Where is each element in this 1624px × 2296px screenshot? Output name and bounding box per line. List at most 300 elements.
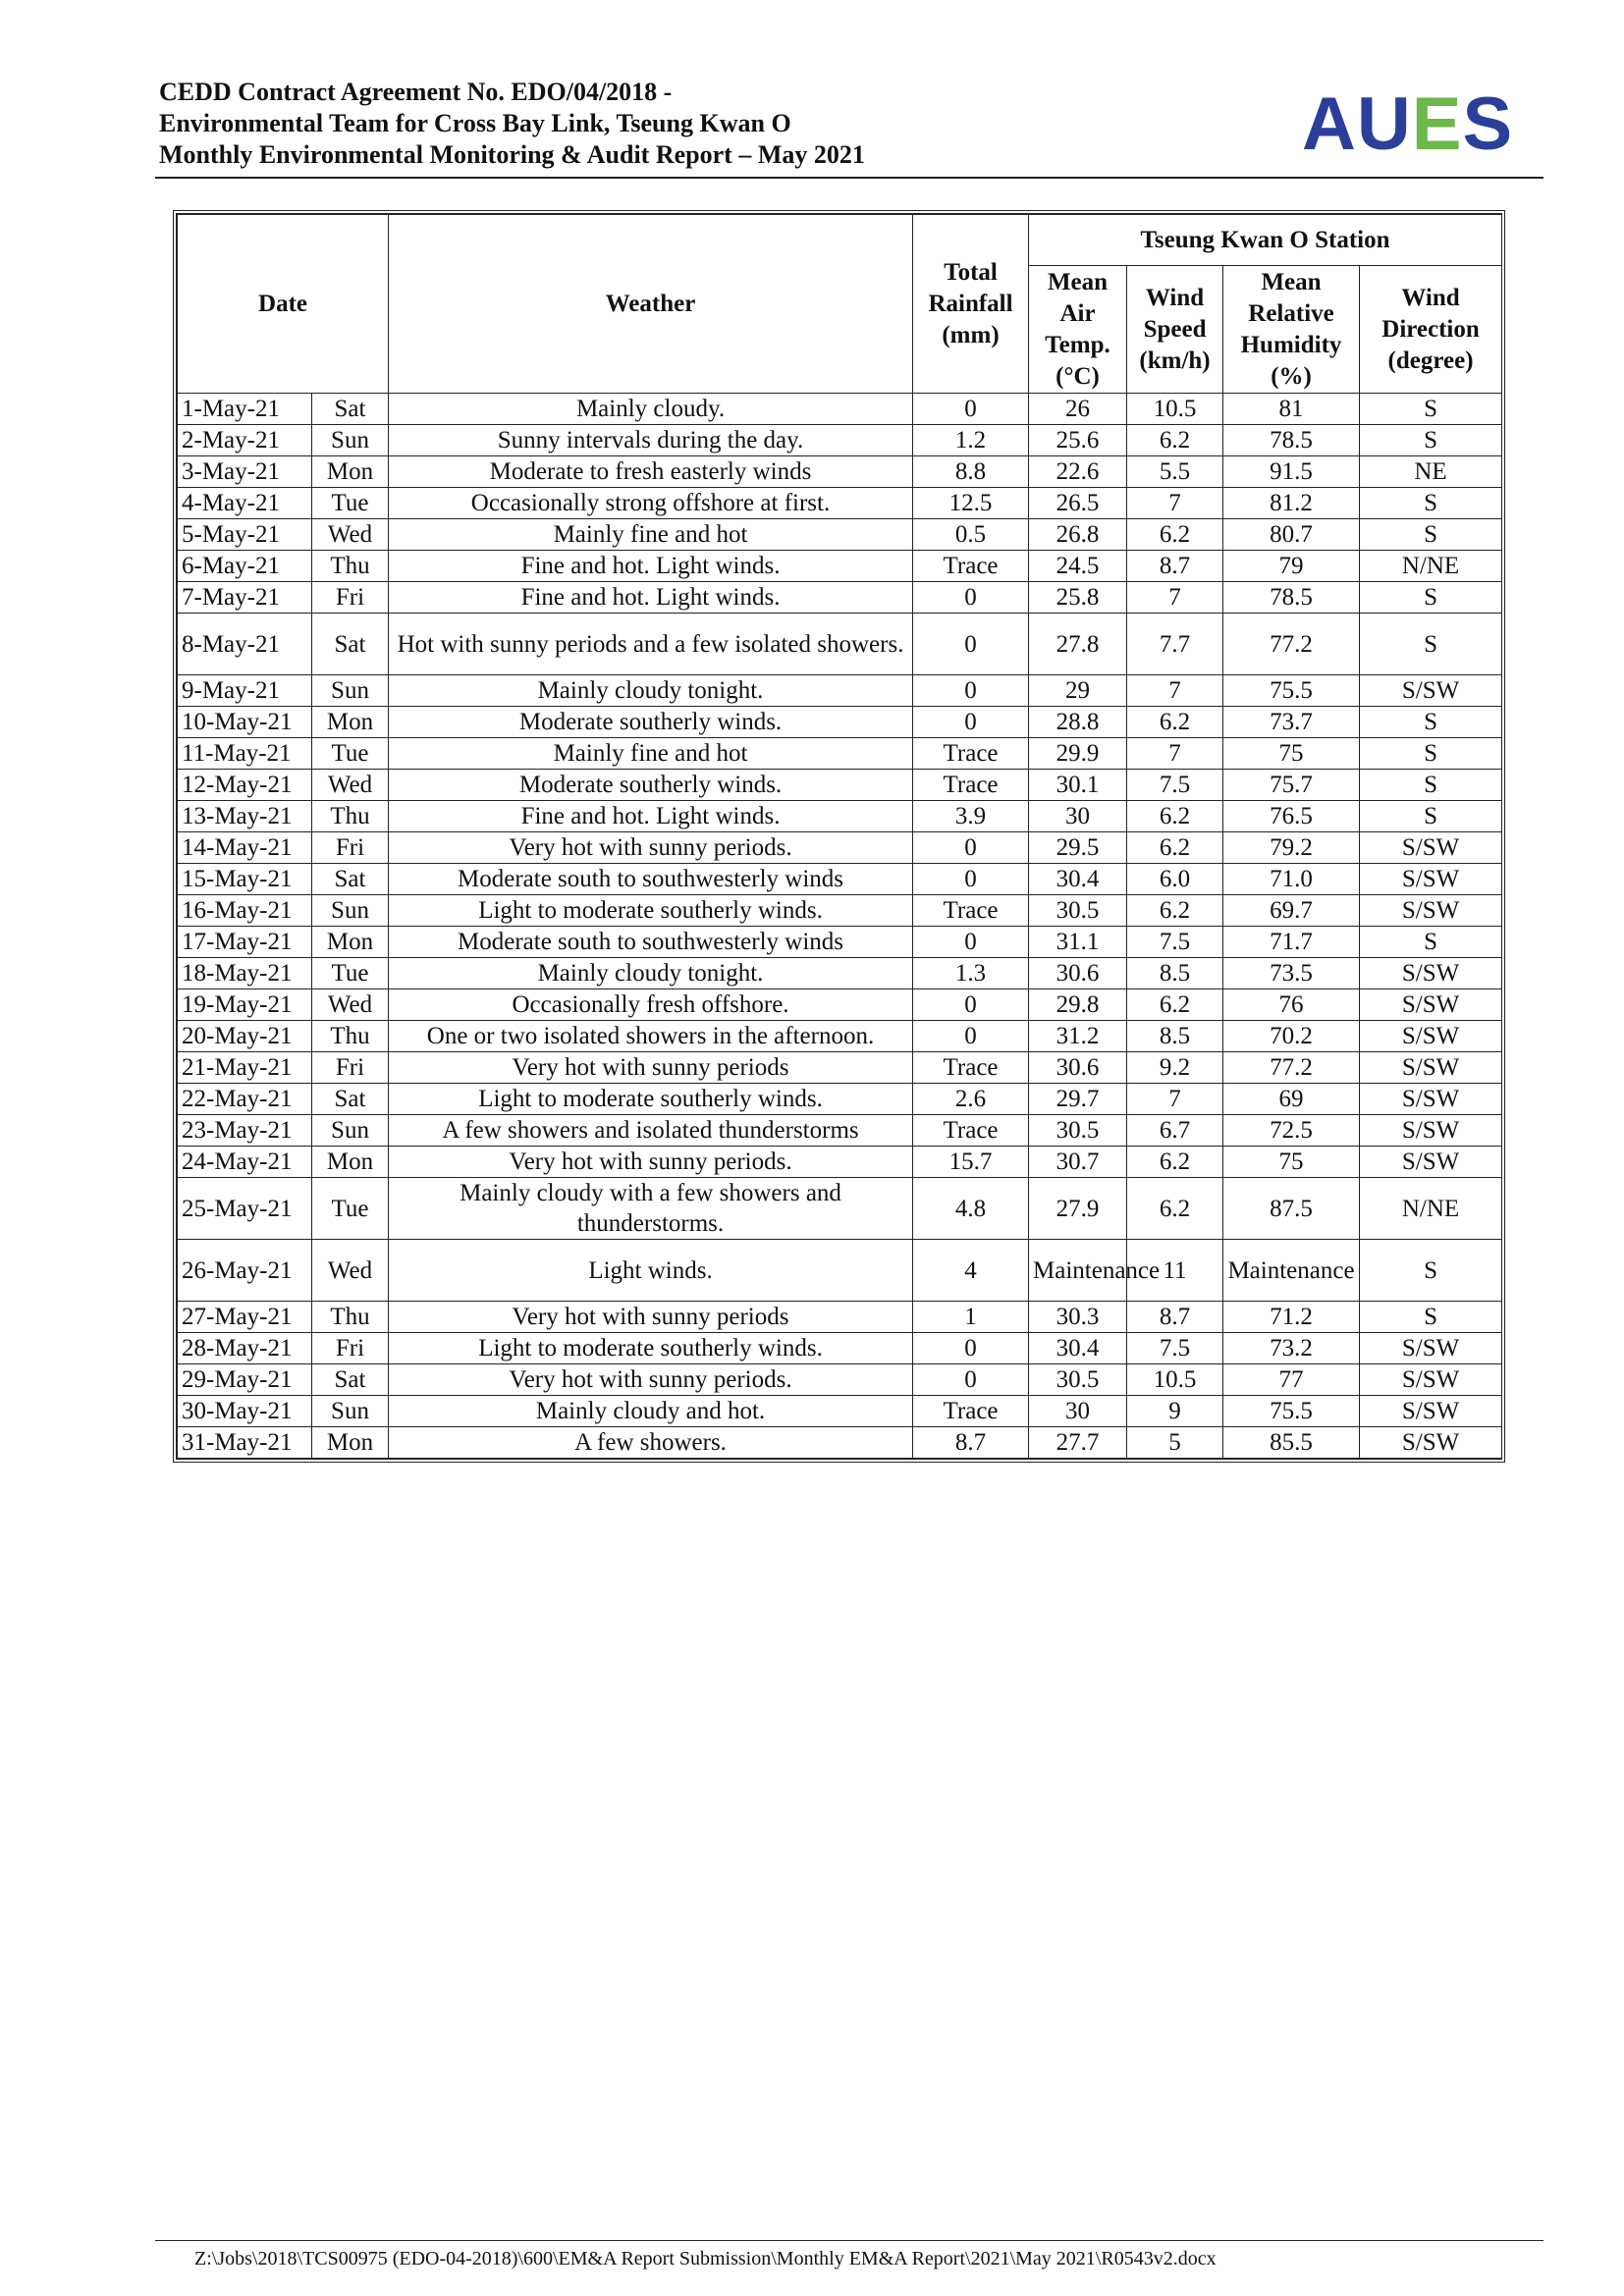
cell-temp: Maintenance <box>1029 1240 1127 1302</box>
cell-wind-speed: 5 <box>1127 1427 1223 1459</box>
cell-humidity: 75 <box>1223 738 1360 770</box>
cell-date: 6-May-21 <box>178 551 312 582</box>
cell-rainfall: Trace <box>913 1396 1029 1427</box>
header-wind-speed: Wind Speed (km/h) <box>1127 266 1223 394</box>
cell-date: 7-May-21 <box>178 582 312 614</box>
cell-wind-direction: S/SW <box>1360 1396 1502 1427</box>
cell-wind-direction: S <box>1360 425 1502 456</box>
cell-wind-speed: 9 <box>1127 1396 1223 1427</box>
cell-humidity: 76 <box>1223 989 1360 1021</box>
cell-wind-direction: S/SW <box>1360 958 1502 989</box>
cell-rainfall: 4 <box>913 1240 1029 1302</box>
header-report-line: Monthly Environmental Monitoring & Audit Report – May 2021 <box>159 140 865 169</box>
cell-wind-speed: 6.2 <box>1127 1178 1223 1240</box>
cell-wind-direction: S <box>1360 394 1502 425</box>
cell-date: 18-May-21 <box>178 958 312 989</box>
cell-wind-direction: S/SW <box>1360 864 1502 895</box>
table-row <box>178 738 1502 770</box>
cell-weather: Occasionally strong offshore at first. <box>389 488 913 519</box>
cell-day: Tue <box>312 738 389 770</box>
cell-wind-speed: 11 <box>1127 1240 1223 1302</box>
cell-humidity: 75 <box>1223 1147 1360 1178</box>
table-row <box>178 958 1502 989</box>
cell-wind-direction: S/SW <box>1360 675 1502 707</box>
cell-day: Wed <box>312 989 389 1021</box>
cell-day: Fri <box>312 832 389 864</box>
cell-temp: 26.8 <box>1029 519 1127 551</box>
cell-wind-direction: S/SW <box>1360 895 1502 927</box>
cell-humidity: 72.5 <box>1223 1115 1360 1147</box>
footer-file-path: Z:\Jobs\2018\TCS00975 (EDO-04-2018)\600\EM&A Report Submission\Monthly EM&A Report\2021\May 2021\R0543v2.docx <box>194 2248 1217 2269</box>
table-row <box>178 770 1502 801</box>
cell-date: 22-May-21 <box>178 1084 312 1115</box>
cell-day: Sat <box>312 394 389 425</box>
cell-day: Tue <box>312 958 389 989</box>
cell-humidity: 77.2 <box>1223 614 1360 675</box>
cell-date: 20-May-21 <box>178 1021 312 1052</box>
cell-weather: Moderate southerly winds. <box>389 770 913 801</box>
cell-wind-speed: 6.2 <box>1127 832 1223 864</box>
table-row <box>178 1178 1502 1240</box>
cell-date: 14-May-21 <box>178 832 312 864</box>
cell-day: Sun <box>312 425 389 456</box>
cell-temp: 27.9 <box>1029 1178 1127 1240</box>
cell-date: 8-May-21 <box>178 614 312 675</box>
cell-weather: Very hot with sunny periods <box>389 1052 913 1084</box>
cell-weather: Mainly cloudy with a few showers and thunderstorms. <box>389 1178 913 1240</box>
cell-wind-speed: 7.7 <box>1127 614 1223 675</box>
cell-humidity: 79 <box>1223 551 1360 582</box>
cell-day: Sun <box>312 1396 389 1427</box>
cell-day: Mon <box>312 927 389 958</box>
cell-humidity: 80.7 <box>1223 519 1360 551</box>
header-station: Tseung Kwan O Station <box>1029 215 1502 266</box>
cell-weather: Fine and hot. Light winds. <box>389 801 913 832</box>
cell-temp: 27.7 <box>1029 1427 1127 1459</box>
cell-rainfall: 8.7 <box>913 1427 1029 1459</box>
cell-date: 26-May-21 <box>178 1240 312 1302</box>
cell-wind-direction: S <box>1360 1302 1502 1333</box>
cell-rainfall: Trace <box>913 1052 1029 1084</box>
cell-wind-direction: S <box>1360 519 1502 551</box>
table-row <box>178 425 1502 456</box>
cell-humidity: 71.0 <box>1223 864 1360 895</box>
table-row <box>178 1427 1502 1459</box>
cell-temp: 30.4 <box>1029 864 1127 895</box>
cell-wind-speed: 6.7 <box>1127 1115 1223 1147</box>
cell-date: 15-May-21 <box>178 864 312 895</box>
cell-wind-direction: S <box>1360 770 1502 801</box>
table-row <box>178 832 1502 864</box>
cell-weather: Moderate southerly winds. <box>389 707 913 738</box>
cell-date: 19-May-21 <box>178 989 312 1021</box>
cell-wind-speed: 6.2 <box>1127 895 1223 927</box>
cell-rainfall: 0 <box>913 707 1029 738</box>
cell-day: Sat <box>312 1084 389 1115</box>
cell-date: 1-May-21 <box>178 394 312 425</box>
cell-temp: 22.6 <box>1029 456 1127 488</box>
cell-weather: Occasionally fresh offshore. <box>389 989 913 1021</box>
cell-wind-speed: 6.0 <box>1127 864 1223 895</box>
cell-weather: Fine and hot. Light winds. <box>389 551 913 582</box>
cell-date: 16-May-21 <box>178 895 312 927</box>
cell-wind-direction: NE <box>1360 456 1502 488</box>
table-row <box>178 1147 1502 1178</box>
table-row <box>178 895 1502 927</box>
table-row <box>178 614 1502 675</box>
table-row <box>178 989 1502 1021</box>
cell-weather: One or two isolated showers in the afternoon. <box>389 1021 913 1052</box>
cell-date: 5-May-21 <box>178 519 312 551</box>
cell-humidity: 77 <box>1223 1364 1360 1396</box>
cell-humidity: 79.2 <box>1223 832 1360 864</box>
cell-date: 2-May-21 <box>178 425 312 456</box>
table-row <box>178 1052 1502 1084</box>
cell-wind-speed: 5.5 <box>1127 456 1223 488</box>
cell-date: 24-May-21 <box>178 1147 312 1178</box>
cell-wind-direction: S/SW <box>1360 989 1502 1021</box>
cell-wind-direction: S/SW <box>1360 1427 1502 1459</box>
cell-rainfall: 3.9 <box>913 801 1029 832</box>
cell-weather: Mainly fine and hot <box>389 738 913 770</box>
cell-temp: 29.9 <box>1029 738 1127 770</box>
cell-wind-speed: 7 <box>1127 1084 1223 1115</box>
cell-wind-direction: S/SW <box>1360 832 1502 864</box>
cell-humidity: 91.5 <box>1223 456 1360 488</box>
cell-temp: 29.7 <box>1029 1084 1127 1115</box>
cell-wind-direction: S/SW <box>1360 1084 1502 1115</box>
cell-wind-direction: S <box>1360 614 1502 675</box>
table-row <box>178 551 1502 582</box>
table-row <box>178 707 1502 738</box>
cell-date: 4-May-21 <box>178 488 312 519</box>
cell-weather: Very hot with sunny periods <box>389 1302 913 1333</box>
cell-day: Mon <box>312 1427 389 1459</box>
cell-weather: Mainly cloudy and hot. <box>389 1396 913 1427</box>
cell-rainfall: 4.8 <box>913 1178 1029 1240</box>
cell-wind-speed: 6.2 <box>1127 425 1223 456</box>
cell-humidity: 81 <box>1223 394 1360 425</box>
cell-day: Thu <box>312 1302 389 1333</box>
cell-date: 9-May-21 <box>178 675 312 707</box>
footer-divider <box>155 2240 1543 2241</box>
cell-weather: Light winds. <box>389 1240 913 1302</box>
cell-date: 17-May-21 <box>178 927 312 958</box>
cell-wind-speed: 8.5 <box>1127 958 1223 989</box>
cell-date: 13-May-21 <box>178 801 312 832</box>
cell-temp: 25.8 <box>1029 582 1127 614</box>
cell-day: Sun <box>312 675 389 707</box>
table-header <box>178 215 1502 394</box>
cell-rainfall: 0 <box>913 832 1029 864</box>
cell-weather: Light to moderate southerly winds. <box>389 895 913 927</box>
cell-rainfall: 0 <box>913 864 1029 895</box>
cell-humidity: 71.2 <box>1223 1302 1360 1333</box>
header-divider <box>155 177 1543 179</box>
cell-wind-speed: 7.5 <box>1127 770 1223 801</box>
table-row <box>178 864 1502 895</box>
cell-day: Mon <box>312 456 389 488</box>
header-contract-line: CEDD Contract Agreement No. EDO/04/2018 - <box>159 78 673 106</box>
table-row <box>178 1115 1502 1147</box>
cell-humidity: 73.7 <box>1223 707 1360 738</box>
cell-rainfall: 0 <box>913 1021 1029 1052</box>
cell-rainfall: Trace <box>913 895 1029 927</box>
cell-temp: 31.2 <box>1029 1021 1127 1052</box>
cell-weather: A few showers and isolated thunderstorms <box>389 1115 913 1147</box>
cell-temp: 30.5 <box>1029 895 1127 927</box>
cell-wind-direction: S/SW <box>1360 1021 1502 1052</box>
cell-day: Sat <box>312 1364 389 1396</box>
cell-temp: 25.6 <box>1029 425 1127 456</box>
cell-humidity: 87.5 <box>1223 1178 1360 1240</box>
cell-date: 31-May-21 <box>178 1427 312 1459</box>
cell-day: Fri <box>312 582 389 614</box>
table-row <box>178 456 1502 488</box>
cell-wind-speed: 8.7 <box>1127 551 1223 582</box>
cell-wind-speed: 6.2 <box>1127 707 1223 738</box>
cell-date: 27-May-21 <box>178 1302 312 1333</box>
cell-weather: Moderate south to southwesterly winds <box>389 864 913 895</box>
cell-day: Sun <box>312 895 389 927</box>
table-row <box>178 1396 1502 1427</box>
cell-temp: 30.6 <box>1029 1052 1127 1084</box>
cell-weather: Very hot with sunny periods. <box>389 1147 913 1178</box>
cell-humidity: 75.5 <box>1223 1396 1360 1427</box>
cell-wind-direction: S/SW <box>1360 1115 1502 1147</box>
cell-humidity: 69 <box>1223 1084 1360 1115</box>
cell-rainfall: 1.3 <box>913 958 1029 989</box>
cell-day: Tue <box>312 1178 389 1240</box>
cell-rainfall: 0 <box>913 675 1029 707</box>
cell-wind-direction: S <box>1360 927 1502 958</box>
cell-day: Thu <box>312 1021 389 1052</box>
cell-wind-direction: S/SW <box>1360 1147 1502 1178</box>
cell-rainfall: 0 <box>913 1333 1029 1364</box>
cell-weather: Moderate south to southwesterly winds <box>389 927 913 958</box>
cell-weather: Mainly fine and hot <box>389 519 913 551</box>
cell-rainfall: 0 <box>913 582 1029 614</box>
cell-humidity: 75.7 <box>1223 770 1360 801</box>
cell-temp: 30.1 <box>1029 770 1127 801</box>
cell-rainfall: 0 <box>913 1364 1029 1396</box>
cell-humidity: 71.7 <box>1223 927 1360 958</box>
cell-weather: Light to moderate southerly winds. <box>389 1084 913 1115</box>
cell-wind-speed: 7 <box>1127 675 1223 707</box>
cell-day: Fri <box>312 1052 389 1084</box>
cell-humidity: 81.2 <box>1223 488 1360 519</box>
cell-weather: Mainly cloudy. <box>389 394 913 425</box>
cell-weather: Mainly cloudy tonight. <box>389 675 913 707</box>
cell-humidity: 77.2 <box>1223 1052 1360 1084</box>
cell-temp: 29.8 <box>1029 989 1127 1021</box>
cell-rainfall: 0 <box>913 927 1029 958</box>
cell-weather: Fine and hot. Light winds. <box>389 582 913 614</box>
cell-wind-speed: 7 <box>1127 582 1223 614</box>
table-row <box>178 1240 1502 1302</box>
cell-date: 3-May-21 <box>178 456 312 488</box>
cell-temp: 30.3 <box>1029 1302 1127 1333</box>
cell-temp: 30.5 <box>1029 1364 1127 1396</box>
header-humidity: Mean Relative Humidity (%) <box>1223 266 1360 394</box>
cell-rainfall: Trace <box>913 738 1029 770</box>
cell-rainfall: 0 <box>913 394 1029 425</box>
cell-weather: Light to moderate southerly winds. <box>389 1333 913 1364</box>
header-temp: Mean Air Temp. (°C) <box>1029 266 1127 394</box>
cell-date: 29-May-21 <box>178 1364 312 1396</box>
cell-humidity: 76.5 <box>1223 801 1360 832</box>
cell-humidity: 85.5 <box>1223 1427 1360 1459</box>
cell-wind-direction: S <box>1360 707 1502 738</box>
cell-wind-speed: 6.2 <box>1127 519 1223 551</box>
table-row <box>178 1021 1502 1052</box>
cell-temp: 28.8 <box>1029 707 1127 738</box>
table-row <box>178 394 1502 425</box>
cell-humidity: 75.5 <box>1223 675 1360 707</box>
cell-wind-direction: N/NE <box>1360 551 1502 582</box>
cell-temp: 27.8 <box>1029 614 1127 675</box>
cell-wind-speed: 9.2 <box>1127 1052 1223 1084</box>
cell-weather: Mainly cloudy tonight. <box>389 958 913 989</box>
cell-date: 12-May-21 <box>178 770 312 801</box>
cell-rainfall: Trace <box>913 770 1029 801</box>
cell-wind-direction: S <box>1360 1240 1502 1302</box>
cell-wind-speed: 6.2 <box>1127 989 1223 1021</box>
cell-wind-speed: 10.5 <box>1127 394 1223 425</box>
table-row <box>178 488 1502 519</box>
cell-humidity: 78.5 <box>1223 582 1360 614</box>
cell-temp: 30 <box>1029 801 1127 832</box>
cell-wind-speed: 6.2 <box>1127 801 1223 832</box>
cell-wind-speed: 7.5 <box>1127 1333 1223 1364</box>
header-wind-direction: Wind Direction (degree) <box>1360 266 1502 394</box>
cell-date: 28-May-21 <box>178 1333 312 1364</box>
cell-rainfall: 8.8 <box>913 456 1029 488</box>
cell-rainfall: 0 <box>913 989 1029 1021</box>
cell-humidity: 73.5 <box>1223 958 1360 989</box>
cell-date: 11-May-21 <box>178 738 312 770</box>
cell-wind-speed: 10.5 <box>1127 1364 1223 1396</box>
cell-rainfall: Trace <box>913 1115 1029 1147</box>
table-row <box>178 1333 1502 1364</box>
cell-temp: 30.7 <box>1029 1147 1127 1178</box>
cell-day: Sat <box>312 614 389 675</box>
cell-weather: Moderate to fresh easterly winds <box>389 456 913 488</box>
cell-rainfall: 2.6 <box>913 1084 1029 1115</box>
cell-wind-direction: S <box>1360 738 1502 770</box>
table-row <box>178 1364 1502 1396</box>
logo-part-e: E <box>1411 82 1463 166</box>
logo-part-s: S <box>1462 82 1514 166</box>
cell-rainfall: 0 <box>913 614 1029 675</box>
cell-rainfall: 1 <box>913 1302 1029 1333</box>
cell-wind-direction: S <box>1360 801 1502 832</box>
table-row <box>178 927 1502 958</box>
cell-wind-speed: 8.7 <box>1127 1302 1223 1333</box>
cell-humidity: 70.2 <box>1223 1021 1360 1052</box>
cell-day: Thu <box>312 551 389 582</box>
cell-weather: Hot with sunny periods and a few isolated showers. <box>389 614 913 675</box>
cell-wind-direction: S <box>1360 582 1502 614</box>
cell-weather: Very hot with sunny periods. <box>389 1364 913 1396</box>
cell-day: Tue <box>312 488 389 519</box>
cell-day: Fri <box>312 1333 389 1364</box>
cell-temp: 30.4 <box>1029 1333 1127 1364</box>
cell-wind-direction: S/SW <box>1360 1052 1502 1084</box>
cell-day: Sat <box>312 864 389 895</box>
cell-day: Mon <box>312 707 389 738</box>
cell-temp: 29 <box>1029 675 1127 707</box>
table-body <box>178 394 1502 1459</box>
header-weather: Weather <box>389 215 913 394</box>
cell-temp: 26 <box>1029 394 1127 425</box>
table-row <box>178 582 1502 614</box>
header-team-line: Environmental Team for Cross Bay Link, Tseung Kwan O <box>159 109 791 137</box>
cell-humidity: 69.7 <box>1223 895 1360 927</box>
cell-wind-speed: 7.5 <box>1127 927 1223 958</box>
cell-date: 10-May-21 <box>178 707 312 738</box>
cell-rainfall: 1.2 <box>913 425 1029 456</box>
cell-humidity: 73.2 <box>1223 1333 1360 1364</box>
cell-rainfall: 0.5 <box>913 519 1029 551</box>
header-date: Date <box>178 215 389 394</box>
cell-weather: Sunny intervals during the day. <box>389 425 913 456</box>
cell-day: Wed <box>312 1240 389 1302</box>
header-rainfall: Total Rainfall (mm) <box>913 215 1029 394</box>
table-row <box>178 519 1502 551</box>
weather-table <box>177 214 1502 1459</box>
cell-rainfall: 12.5 <box>913 488 1029 519</box>
cell-date: 23-May-21 <box>178 1115 312 1147</box>
cell-date: 25-May-21 <box>178 1178 312 1240</box>
cell-temp: 30.5 <box>1029 1115 1127 1147</box>
cell-wind-speed: 6.2 <box>1127 1147 1223 1178</box>
cell-temp: 29.5 <box>1029 832 1127 864</box>
cell-wind-speed: 7 <box>1127 738 1223 770</box>
cell-day: Thu <box>312 801 389 832</box>
cell-humidity: Maintenance <box>1223 1240 1360 1302</box>
cell-wind-direction: S/SW <box>1360 1333 1502 1364</box>
cell-wind-direction: S <box>1360 488 1502 519</box>
cell-day: Wed <box>312 770 389 801</box>
cell-temp: 24.5 <box>1029 551 1127 582</box>
cell-temp: 30.6 <box>1029 958 1127 989</box>
cell-wind-speed: 7 <box>1127 488 1223 519</box>
cell-rainfall: 15.7 <box>913 1147 1029 1178</box>
cell-temp: 26.5 <box>1029 488 1127 519</box>
logo-part-au: AU <box>1302 82 1412 166</box>
cell-day: Sun <box>312 1115 389 1147</box>
aues-logo <box>1302 82 1513 167</box>
cell-wind-direction: N/NE <box>1360 1178 1502 1240</box>
table-row <box>178 1084 1502 1115</box>
table-row <box>178 1302 1502 1333</box>
cell-rainfall: Trace <box>913 551 1029 582</box>
cell-temp: 30 <box>1029 1396 1127 1427</box>
cell-temp: 31.1 <box>1029 927 1127 958</box>
cell-day: Mon <box>312 1147 389 1178</box>
table-row <box>178 801 1502 832</box>
cell-weather: Very hot with sunny periods. <box>389 832 913 864</box>
cell-date: 30-May-21 <box>178 1396 312 1427</box>
weather-table-frame <box>173 210 1505 1463</box>
cell-humidity: 78.5 <box>1223 425 1360 456</box>
cell-wind-speed: 8.5 <box>1127 1021 1223 1052</box>
table-row <box>178 675 1502 707</box>
cell-weather: A few showers. <box>389 1427 913 1459</box>
cell-day: Wed <box>312 519 389 551</box>
cell-date: 21-May-21 <box>178 1052 312 1084</box>
